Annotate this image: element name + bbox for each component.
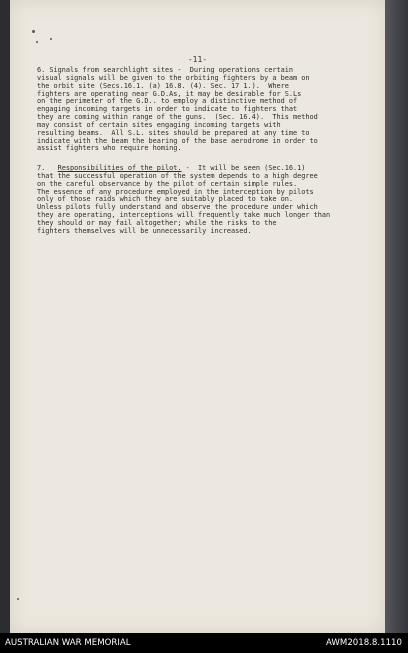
para7-line: Unless pilots fully understand and observe the procedure under which [37,203,318,212]
page-number: -11- [187,55,208,64]
para6-line: resulting beams. All S.L. sites should be prepared at any time to [37,128,310,137]
paragraph-7 [37,165,387,236]
para6-line: the orbit site (Secs.16.1. (a) 16.8. (4). Sec. 17 1.). Where [37,81,289,90]
paper-speck [50,38,52,40]
scan-background-edge [385,0,408,633]
paper-speck [36,41,38,43]
para6-heading: 6. Signals from searchlight sites [37,66,174,74]
paper-speck [32,30,35,33]
para6-line: indicate with the beam the bearing of the base aerodrome in order to [37,136,318,145]
para7-line: on the careful observance by the pilot of certain simple rules. [37,179,298,188]
para6-line: - During operations certain [173,66,293,74]
paper-speck [17,598,19,600]
institution-label: AUSTRALIAN WAR MEMORIAL [5,638,131,648]
para6-line: fighters are operating near G.D.As, it may be desirable for S.Ls [37,89,302,98]
para7-line: they should or may fail altogether; while the risks to the [37,218,277,227]
para7-line: that the successful operation of the system depends to a high degree [37,171,318,180]
para7-line: fighters themselves will be unnecessarily increased. [37,226,252,235]
para6-line: assist fighters who require homing. [37,144,182,153]
para7-line: - It will be seen (Sec.16.1) [181,164,306,172]
accession-number: AWM2018.8.1110 [326,638,402,648]
document-page [10,0,385,633]
paragraph-6 [37,67,387,153]
para6-line: visual signals will be given to the orbiting fighters by a beam on [37,73,310,82]
para7-line: they are operating, interceptions will frequently take much longer than [37,211,331,220]
para6-line: they are coming within range of the guns. (Sec. 16.4). This method [37,113,318,122]
para6-line: engaging incoming targets in order to indicate to fighters that [37,105,298,114]
para6-line: may consist of certain sites engaging incoming targets with [37,120,281,129]
archive-footer [0,633,408,653]
para7-line: only of those raids which they are suitably placed to take on. [37,195,293,204]
para7-heading: Responsibilities of the pilot. [57,164,182,172]
para7-line: The essence of any procedure employed in the interception by pilots [37,187,314,196]
para6-line: on the perimeter of the G.D.. to employ a distinctive method of [37,97,298,106]
para7-number: 7. [37,164,46,172]
